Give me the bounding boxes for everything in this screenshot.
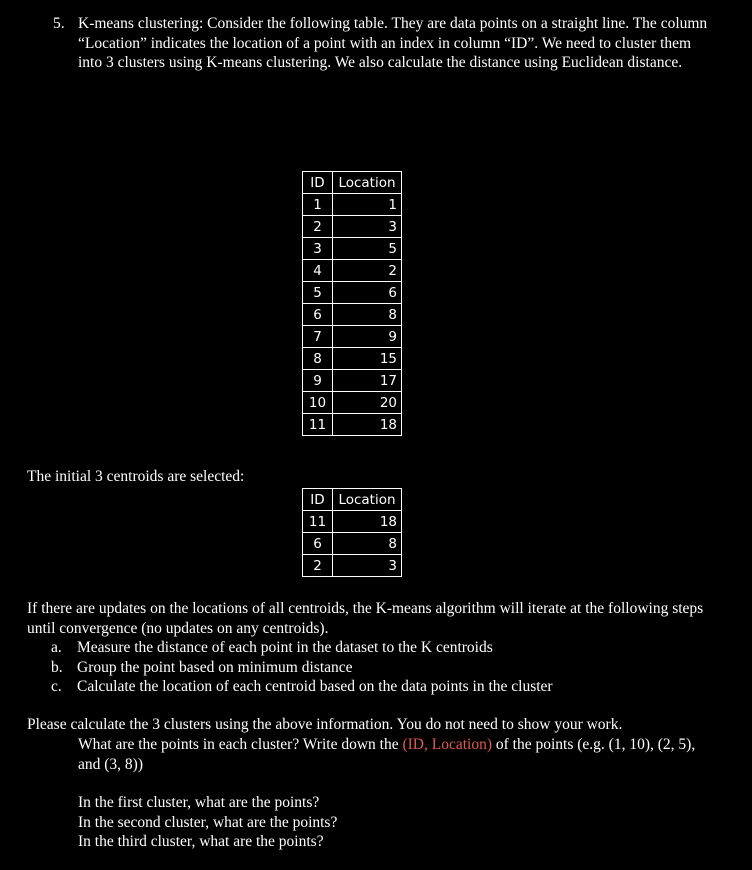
table-row — [303, 304, 402, 326]
calculate-text: What are the points in each cluster? Write down the — [78, 736, 403, 753]
table-row — [303, 238, 402, 260]
first-cluster-question: In the first cluster, what are the points? — [78, 794, 320, 811]
location-cell: 6 — [333, 282, 402, 304]
location-cell: 1 — [333, 194, 402, 216]
initial-centroids-label: The initial 3 centroids are selected: — [27, 468, 245, 485]
table-row — [303, 260, 402, 282]
location-cell: 15 — [333, 348, 402, 370]
step-c — [51, 677, 553, 697]
question-text: K-means clustering: Consider the following table. They are data points on a straight line. The column “Location” indicates the location of a point with an index in column “ID”. We need to cluster them into 3 clusters using K-means clustering. We also calculate the distance using Euclidean distance. — [78, 15, 708, 71]
calculate-question — [78, 735, 698, 774]
location-cell: 18 — [333, 511, 402, 533]
location-cell: 20 — [333, 392, 402, 414]
table-row — [303, 414, 402, 436]
question-number: 5. — [53, 15, 65, 32]
location-header: Location — [333, 172, 402, 194]
calculate-instruction: Please calculate the 3 clusters using the above information. You do not need to show your work. — [27, 716, 623, 733]
table-row — [303, 282, 402, 304]
id-cell: 11 — [303, 414, 333, 436]
location-cell: 8 — [333, 304, 402, 326]
table-header-row — [303, 489, 402, 511]
calculate-example: of the points (e.g. (1, 10), (2, 5), and (3, 8)) — [78, 736, 696, 773]
id-header: ID — [303, 489, 333, 511]
table-row — [303, 533, 402, 555]
id-cell: 11 — [303, 511, 333, 533]
step-a — [51, 638, 493, 658]
id-cell: 9 — [303, 370, 333, 392]
table-row — [303, 326, 402, 348]
table-row — [303, 348, 402, 370]
table-row — [303, 194, 402, 216]
id-header: ID — [303, 172, 333, 194]
table-row — [303, 511, 402, 533]
step-text: Group the point based on minimum distance — [77, 659, 353, 676]
id-cell: 3 — [303, 238, 333, 260]
table-row — [303, 555, 402, 577]
id-cell: 2 — [303, 216, 333, 238]
location-cell: 2 — [333, 260, 402, 282]
step-letter: b. — [51, 659, 63, 676]
location-cell: 17 — [333, 370, 402, 392]
location-header: Location — [333, 489, 402, 511]
location-cell: 3 — [333, 555, 402, 577]
id-cell: 7 — [303, 326, 333, 348]
id-cell: 6 — [303, 533, 333, 555]
id-cell: 4 — [303, 260, 333, 282]
id-location-highlight: (ID, Location) — [402, 736, 493, 753]
location-cell: 9 — [333, 326, 402, 348]
id-cell: 6 — [303, 304, 333, 326]
points-table — [302, 171, 402, 436]
second-cluster-question: In the second cluster, what are the points? — [78, 814, 338, 831]
step-text: Measure the distance of each point in the dataset to the K centroids — [77, 639, 493, 656]
location-cell: 8 — [333, 533, 402, 555]
step-letter: a. — [51, 639, 62, 656]
location-cell: 5 — [333, 238, 402, 260]
third-cluster-question: In the third cluster, what are the points? — [78, 833, 324, 850]
step-letter: c. — [51, 678, 62, 695]
updates-paragraph: If there are updates on the locations of all centroids, the K-means algorithm will iterate at the following steps until convergence (no updates on any centroids). — [27, 600, 704, 637]
id-cell: 10 — [303, 392, 333, 414]
id-cell: 2 — [303, 555, 333, 577]
location-cell: 3 — [333, 216, 402, 238]
table-row — [303, 370, 402, 392]
id-cell: 5 — [303, 282, 333, 304]
centroids-table — [302, 488, 402, 577]
table-row — [303, 216, 402, 238]
step-b — [51, 658, 353, 678]
id-cell: 1 — [303, 194, 333, 216]
step-text: Calculate the location of each centroid based on the data points in the cluster — [77, 678, 553, 695]
location-cell: 18 — [333, 414, 402, 436]
id-cell: 8 — [303, 348, 333, 370]
table-row — [303, 392, 402, 414]
table-header-row — [303, 172, 402, 194]
